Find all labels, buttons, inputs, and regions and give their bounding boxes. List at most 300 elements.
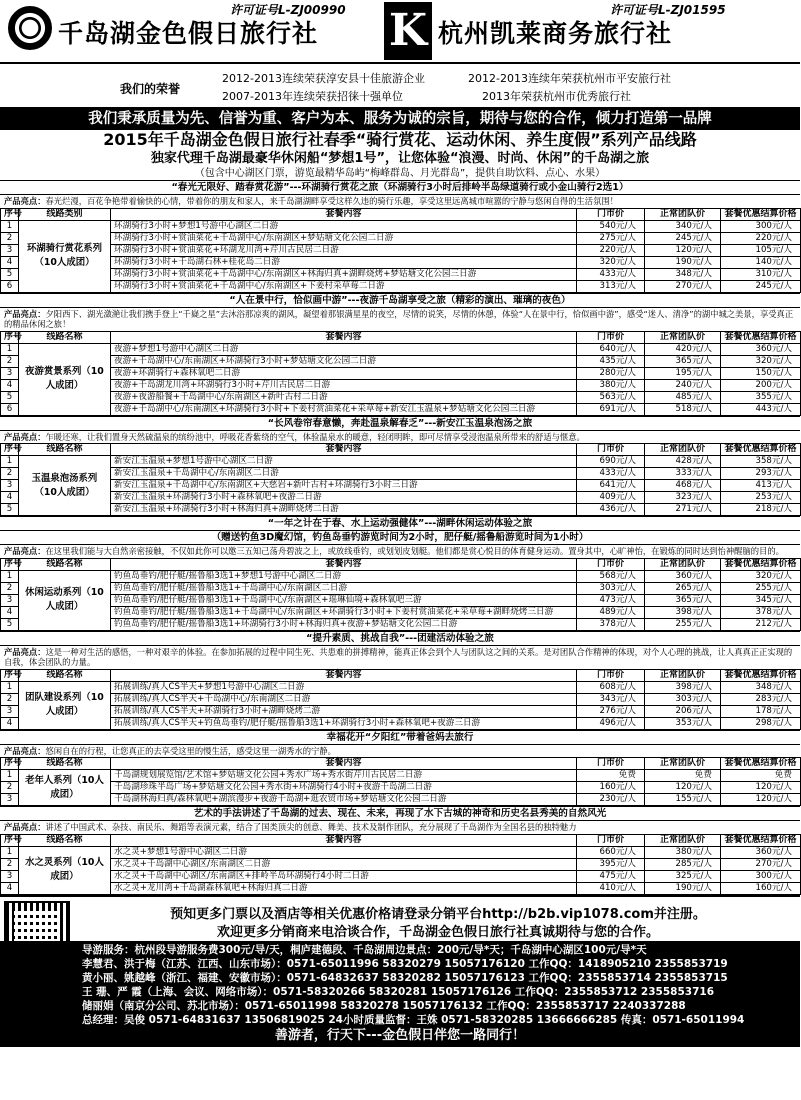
group-price: 518元/人 <box>645 403 721 415</box>
package-content: 钓鱼岛垂钓/肥仔艇/摇鲁船3选1+千岛湖中心/东南湖区+环湖骑行3小时+下姜村赏油菜花+采草莓+湖畔烧烤三日游 <box>111 606 577 618</box>
honor-item: 2013年荣获杭州市优秀旅行社 <box>482 90 631 103</box>
footer-line-1[interactable]: 预知更多门票以及酒店等相关优惠价格请登录分销平台http://b2b.vip1078.com并注册。 <box>170 906 706 922</box>
table-row <box>1 794 801 806</box>
col-group-price: 正常团队价 <box>645 758 721 770</box>
row-number: 5 <box>1 504 19 516</box>
table-row <box>1 468 801 480</box>
page-subtitle: 独家代理千岛湖最豪华休闲船“梦想1号”，让您体验“浪漫、时尚、休闲”的千岛湖之旅 <box>150 151 650 166</box>
package-content: 新安江玉温泉+环湖骑行3小时+林海归真+湖畔烧烤二日游 <box>111 504 577 516</box>
package-price: 300元/人 <box>721 870 801 882</box>
col-group-price: 正常团队价 <box>645 834 721 846</box>
group-price: 398元/人 <box>645 681 721 693</box>
honor-item: 2012-2013连续荣获淳安县十佳旅游企业 <box>222 72 425 85</box>
left-company-name: 千岛湖金色假日旅行社 <box>58 19 319 48</box>
col-package-price: 套餐优惠结算价格 <box>721 558 801 570</box>
group-price: 420元/人 <box>645 343 721 355</box>
gate-price: 691元/人 <box>577 403 645 415</box>
row-number: 5 <box>1 268 19 280</box>
col-category: 线路名称 <box>19 669 111 681</box>
package-content: 水之灵+千岛湖中心湖区/东南湖区+排岭半岛环湖骑行4小时二日游 <box>111 870 577 882</box>
package-content: 环湖骑行3小时+千岛湖石林+桂花岛二日游 <box>111 256 577 268</box>
row-number: 3 <box>1 480 19 492</box>
col-gate-price: 门市价 <box>577 834 645 846</box>
package-price: 298元/人 <box>721 717 801 729</box>
package-content: 水之灵+千岛湖中心湖区/东南湖区二日游 <box>111 858 577 870</box>
table-header <box>1 331 801 343</box>
package-content: 夜游+夜游船餐+千岛湖中心/东南湖区+新叶古村二日游 <box>111 391 577 403</box>
page-title: 2015年千岛湖金色假日旅行社春季“骑行赏花、运动休闲、养生度假”系列产品线路 <box>103 130 697 149</box>
col-content: 套餐内容 <box>111 208 577 220</box>
table-row <box>1 280 801 292</box>
gate-price: 378元/人 <box>577 618 645 630</box>
group-price: 155元/人 <box>645 794 721 806</box>
package-content: 水之灵+龙川湾+千岛湖森林氧吧+林海归真二日游 <box>111 882 577 894</box>
route-section <box>0 806 800 895</box>
table-header <box>1 558 801 570</box>
package-content: 环湖骑行3小时+赏油菜花+环湖龙川湾+芹川古民居二日游 <box>111 244 577 256</box>
package-price: 150元/人 <box>721 367 801 379</box>
package-price: 218元/人 <box>721 504 801 516</box>
gate-price: 276元/人 <box>577 705 645 717</box>
row-number: 2 <box>1 232 19 244</box>
route-table <box>0 669 801 730</box>
table-row <box>1 717 801 729</box>
highlight-label: 产品亮点： <box>4 308 46 319</box>
gate-price: 436元/人 <box>577 504 645 516</box>
package-price: 255元/人 <box>721 582 801 594</box>
row-number: 3 <box>1 367 19 379</box>
package-price: 120元/人 <box>721 794 801 806</box>
package-content: 夜游+千岛湖龙川湾+环湖骑行3小时+芹川古民居二日游 <box>111 379 577 391</box>
contact-line: 储丽娟（南京分公司、苏北市场）：0571-65011998 58320278 15057176132 工作QQ：2355853717 2240337288 <box>82 999 686 1012</box>
group-price: 348元/人 <box>645 268 721 280</box>
section-title: “长风卷帘春意懒，奔赴温泉解春乏”---新安江玉温泉泡汤之旅 <box>0 416 800 431</box>
highlight-text: 讲述了中国武术、杂技、南民乐、舞蹈等表演元素，结合了国类顶尖的创意、舞美、技术及制作团队，充分展现了千岛湖作为全国名县的独特魅力 <box>45 822 577 832</box>
row-number: 1 <box>1 681 19 693</box>
package-price: 413元/人 <box>721 480 801 492</box>
section-title: “人在景中行，恰似画中游”---夜游千岛湖享受之旅（精彩的演出、璀璃的夜色） <box>0 293 800 308</box>
section-highlight <box>0 195 800 208</box>
col-gate-price: 门市价 <box>577 669 645 681</box>
highlight-text: 乍暖还寒，让我们置身天然硫温泉的缤纷池中，呼吸花香紫绕的空气，体验温泉水的暖意，轻闭明眸，即可尽情享受浸泡温泉所带来的舒适与惬意。 <box>45 431 585 442</box>
table-row <box>1 403 801 415</box>
col-group-price: 正常团队价 <box>645 558 721 570</box>
route-category: 玉温泉泡汤系列（10人成团） <box>19 456 111 516</box>
row-number: 4 <box>1 256 19 268</box>
package-price: 355元/人 <box>721 391 801 403</box>
package-content: 新安江玉温泉+千岛湖中心/东南湖区二日游 <box>111 468 577 480</box>
row-number: 4 <box>1 882 19 894</box>
row-number: 5 <box>1 618 19 630</box>
highlight-text: 悠闲自在的行程，让您真正的去享受这里的慢生活，感受这里一湖秀水的宁静。 <box>45 745 336 756</box>
surprise-text: 更多惊喜等着你 <box>2 1070 72 1082</box>
package-price: 270元/人 <box>721 858 801 870</box>
group-price: 353元/人 <box>645 717 721 729</box>
table-row <box>1 492 801 504</box>
table-row <box>1 268 801 280</box>
row-number: 4 <box>1 717 19 729</box>
col-group-price: 正常团队价 <box>645 331 721 343</box>
package-content: 环湖骑行3小时+赏油菜花+千岛湖中心/东南湖区+下姜村采草莓二日游 <box>111 280 577 292</box>
section-title: “春光无限好、踏春赏花游”---环湖骑行赏花之旅（环湖骑行3小时后排岭半岛绿道骑行或小金山骑行2选1） <box>0 180 800 195</box>
package-price: 200元/人 <box>721 379 801 391</box>
package-price: 360元/人 <box>721 846 801 858</box>
table-row <box>1 705 801 717</box>
package-content: 千岛湖珍珠半岛广场+梦姑塘文化公园+秀水街+环湖骑行4小时+夜游千岛湖二日游 <box>111 782 577 794</box>
col-package-price: 套餐优惠结算价格 <box>721 669 801 681</box>
highlight-label: 产品亮点： <box>4 431 46 442</box>
row-number: 4 <box>1 492 19 504</box>
qr-caption: 扫一扫我们的官方微信 <box>2 1055 82 1065</box>
section-highlight <box>0 308 800 331</box>
row-number: 2 <box>1 582 19 594</box>
contact-line: 总经理：吴俊 0571-64831637 13506819025 24小时质量监督：王姝 0571-58320285 13666666285 传真：0571-65011994 <box>82 1013 745 1026</box>
package-content: 拓展训练/真人CS半天+梦想1号游中心湖区二日游 <box>111 681 577 693</box>
group-price: 265元/人 <box>645 582 721 594</box>
row-number: 2 <box>1 782 19 794</box>
gate-price: 280元/人 <box>577 367 645 379</box>
section-highlight <box>0 431 800 444</box>
gate-price: 320元/人 <box>577 256 645 268</box>
gate-price: 660元/人 <box>577 846 645 858</box>
group-price: 195元/人 <box>645 367 721 379</box>
table-row <box>1 618 801 630</box>
contact-line: 李慧君、洪于梅（江苏、江西、山东市场）：0571-65011996 58320279 15057176120 工作QQ：1418905210 2355853719 <box>82 957 728 970</box>
row-number: 1 <box>1 343 19 355</box>
package-price: 178元/人 <box>721 705 801 717</box>
col-group-price: 正常团队价 <box>645 444 721 456</box>
route-table <box>0 834 801 895</box>
package-content: 钓鱼岛垂钓/肥仔艇/摇鲁船3选1+环湖骑行3小时+林海归真+夜游+梦姑塘文化公园二日游 <box>111 618 577 630</box>
col-seq: 序号 <box>1 208 19 220</box>
honor-item: 2007-2013年连续荣获招徕十强单位 <box>222 90 403 103</box>
group-price: 333元/人 <box>645 468 721 480</box>
group-price: 360元/人 <box>645 570 721 582</box>
honors <box>0 64 800 108</box>
package-price: 245元/人 <box>721 280 801 292</box>
highlight-label: 产品亮点： <box>4 196 46 206</box>
group-price: 271元/人 <box>645 504 721 516</box>
package-content: 钓鱼岛垂钓/肥仔艇/摇鲁船3选1+千岛湖中心/东南湖区二日游 <box>111 582 577 594</box>
route-section <box>0 516 800 631</box>
section-highlight <box>0 545 800 558</box>
package-content: 水之灵+梦想1号游中心湖区二日游 <box>111 846 577 858</box>
row-number: 2 <box>1 355 19 367</box>
section-highlight <box>0 745 800 758</box>
gate-price: 568元/人 <box>577 570 645 582</box>
col-package-price: 套餐优惠结算价格 <box>721 758 801 770</box>
package-price: 293元/人 <box>721 468 801 480</box>
col-category: 线路名称 <box>19 331 111 343</box>
group-price: 120元/人 <box>645 244 721 256</box>
group-price: 365元/人 <box>645 355 721 367</box>
gate-price: 免费 <box>577 770 645 782</box>
row-number: 6 <box>1 403 19 415</box>
footer-slogan: 善游者，行天下---金色假日伴您一路同行！ <box>274 1027 526 1043</box>
col-content: 套餐内容 <box>111 669 577 681</box>
package-price: 300元/人 <box>721 220 801 232</box>
route-category: 老年人系列（10人成团） <box>19 770 111 806</box>
group-price: 120元/人 <box>645 782 721 794</box>
route-section <box>0 631 800 730</box>
group-price: 323元/人 <box>645 492 721 504</box>
package-content: 夜游+千岛湖中心/东南湖区+环湖骑行3小时+下姜村赏油菜花+采草莓+新安江玉温泉+梦姑塘文化公园三日游 <box>111 403 577 415</box>
honors-label: 我们的荣誉 <box>120 82 181 96</box>
package-price: 348元/人 <box>721 681 801 693</box>
row-number: 1 <box>1 220 19 232</box>
group-price: 206元/人 <box>645 705 721 717</box>
table-row <box>1 846 801 858</box>
group-price: 285元/人 <box>645 858 721 870</box>
col-gate-price: 门市价 <box>577 558 645 570</box>
section-subtitle: （赠送钓鱼3D魔幻馆，钓鱼岛垂钓游览时间为2小时，肥仔艇/摇鲁船游览时间为1小时） <box>0 531 800 545</box>
group-price: 380元/人 <box>645 846 721 858</box>
gate-price: 640元/人 <box>577 343 645 355</box>
package-price: 140元/人 <box>721 256 801 268</box>
table-row <box>1 782 801 794</box>
table-row <box>1 480 801 492</box>
row-number: 1 <box>1 846 19 858</box>
route-category: 夜游赏景系列（10人成团） <box>19 343 111 415</box>
package-price: 358元/人 <box>721 456 801 468</box>
table-row <box>1 504 801 516</box>
route-category: 环湖骑行赏花系列（10人成团） <box>19 220 111 292</box>
col-content: 套餐内容 <box>111 331 577 343</box>
col-content: 套餐内容 <box>111 444 577 456</box>
row-number: 5 <box>1 391 19 403</box>
right-license: 许可证号L-ZJ01595 <box>610 3 726 17</box>
package-content: 千岛湖林海归真/森林氧吧+湖滨漫步+夜游千岛湖+逛农贸市场+梦姑塘文化公园二日游 <box>111 794 577 806</box>
left-license: 许可证号L-ZJ00990 <box>230 3 346 17</box>
gate-price: 563元/人 <box>577 391 645 403</box>
package-content: 夜游+梦想1号游中心湖区二日游 <box>111 343 577 355</box>
gate-price: 275元/人 <box>577 232 645 244</box>
gate-price: 380元/人 <box>577 379 645 391</box>
gate-price: 230元/人 <box>577 794 645 806</box>
package-content: 拓展训练/真人CS半天+钓鱼岛垂钓/肥仔艇/摇鲁船3选1+环湖骑行3小时+森林氧吧+夜游三日游 <box>111 717 577 729</box>
package-price: 443元/人 <box>721 403 801 415</box>
section-highlight <box>0 821 800 834</box>
row-number: 1 <box>1 570 19 582</box>
highlight-text: 在这里我们能与大自然亲密接触，不仅如此你可以邀三五知己荡舟碧波之上，或放线垂钓，或划划皮划艇。他们都是赏心悦目的体育健身运动。置身其中，心旷神怡，在锻炼的同时达到怡神醒脑的目的。 <box>45 546 784 556</box>
row-number: 2 <box>1 468 19 480</box>
table-row <box>1 882 801 894</box>
group-price: 240元/人 <box>645 379 721 391</box>
package-price: 378元/人 <box>721 606 801 618</box>
package-content: 环湖骑行3小时+梦想1号游中心湖区二日游 <box>111 220 577 232</box>
col-category: 线路类别 <box>19 208 111 220</box>
group-price: 190元/人 <box>645 256 721 268</box>
package-price: 253元/人 <box>721 492 801 504</box>
table-row <box>1 681 801 693</box>
col-seq: 序号 <box>1 834 19 846</box>
group-price: 190元/人 <box>645 882 721 894</box>
package-price: 310元/人 <box>721 268 801 280</box>
row-number: 3 <box>1 870 19 882</box>
route-table <box>0 757 801 806</box>
gate-price: 475元/人 <box>577 870 645 882</box>
group-price: 325元/人 <box>645 870 721 882</box>
highlight-label: 产品亮点： <box>4 646 46 657</box>
table-header <box>1 834 801 846</box>
table-row <box>1 379 801 391</box>
row-number: 1 <box>1 456 19 468</box>
route-category: 团队建设系列（10人成团） <box>19 681 111 729</box>
group-price: 245元/人 <box>645 232 721 244</box>
table-row <box>1 858 801 870</box>
route-table <box>0 558 801 631</box>
gate-price: 608元/人 <box>577 681 645 693</box>
package-price: 120元/人 <box>721 782 801 794</box>
row-number: 1 <box>1 770 19 782</box>
gate-price: 343元/人 <box>577 693 645 705</box>
group-price: 303元/人 <box>645 693 721 705</box>
col-seq: 序号 <box>1 444 19 456</box>
group-price: 270元/人 <box>645 280 721 292</box>
gate-price: 303元/人 <box>577 582 645 594</box>
right-company-name: 杭州凯莱商务旅行社 <box>438 19 673 48</box>
col-category: 线路名称 <box>19 558 111 570</box>
gate-price: 690元/人 <box>577 456 645 468</box>
gate-price: 433元/人 <box>577 468 645 480</box>
col-seq: 序号 <box>1 558 19 570</box>
table-row <box>1 456 801 468</box>
row-number: 3 <box>1 244 19 256</box>
col-category: 线路名称 <box>19 758 111 770</box>
page-subtitle-note: （包含中心湖区门票，游览最精华岛屿“梅峰群岛、月光群岛”，提供自助饮料、点心、水果） <box>194 168 606 179</box>
group-price: 340元/人 <box>645 220 721 232</box>
honor-item: 2012-2013连续年荣获杭州市平安旅行社 <box>468 72 671 85</box>
highlight-label: 产品亮点： <box>4 546 46 556</box>
col-content: 套餐内容 <box>111 758 577 770</box>
slogan-banner: 我们秉承质量为先、信誉为重、客户为本、服务为诚的宗旨，期待与您的合作，倾力打造第一品牌 <box>0 108 800 130</box>
k-logo: K <box>384 2 432 60</box>
header <box>0 0 800 64</box>
route-section <box>0 730 800 807</box>
col-seq: 序号 <box>1 669 19 681</box>
group-price: 255元/人 <box>645 618 721 630</box>
highlight-text: 这是一种对生活的感悟，一种对艰辛的体验。在参加拓展的过程中同生死、共患难的拼搏精神，能真正体会到个人与团队这之间的关系。是对团队合作精神的体现，对个人心理的挑战，让人真真正正实现的自我，体会团队的力量。 <box>4 646 793 667</box>
col-category: 线路名称 <box>19 444 111 456</box>
route-category: 休闲运动系列（10人成团） <box>19 570 111 630</box>
gate-price: 435元/人 <box>577 355 645 367</box>
package-price: 320元/人 <box>721 355 801 367</box>
route-section <box>0 293 800 416</box>
group-price: 428元/人 <box>645 456 721 468</box>
row-number: 2 <box>1 693 19 705</box>
group-price: 365元/人 <box>645 594 721 606</box>
col-seq: 序号 <box>1 758 19 770</box>
section-title: “一年之计在于春、水上运动强健体”---湖畔休闲运动体验之旅 <box>0 516 800 531</box>
table-row <box>1 693 801 705</box>
col-category: 线路名称 <box>19 834 111 846</box>
table-row <box>1 606 801 618</box>
col-package-price: 套餐优惠结算价格 <box>721 444 801 456</box>
route-section <box>0 416 800 517</box>
section-title: “提升素质、挑战自我”---团建活动体验之旅 <box>0 631 800 646</box>
left-company-logo <box>8 6 52 50</box>
table-row <box>1 582 801 594</box>
table-header <box>1 444 801 456</box>
row-number: 4 <box>1 379 19 391</box>
gate-price: 496元/人 <box>577 717 645 729</box>
col-group-price: 正常团队价 <box>645 208 721 220</box>
gate-price: 540元/人 <box>577 220 645 232</box>
col-gate-price: 门市价 <box>577 758 645 770</box>
col-gate-price: 门市价 <box>577 331 645 343</box>
footer-line-2: 欢迎更多分销商来电洽谈合作，千岛湖金色假日旅行社真诚期待与您的合作。 <box>216 924 659 940</box>
row-number: 3 <box>1 594 19 606</box>
section-title: 幸福花开“夕阳红”带着爸妈去旅行 <box>0 730 800 745</box>
gate-price: 473元/人 <box>577 594 645 606</box>
col-package-price: 套餐优惠结算价格 <box>721 208 801 220</box>
row-number: 3 <box>1 705 19 717</box>
gate-price: 220元/人 <box>577 244 645 256</box>
col-seq: 序号 <box>1 331 19 343</box>
guide-service: 导游服务：杭州段导游服务费300元/导/天，桐庐建德段、千岛湖周边景点：200元/导*天；千岛湖中心湖区100元/导*天 <box>82 943 647 956</box>
group-price: 468元/人 <box>645 480 721 492</box>
package-price: 免费 <box>721 770 801 782</box>
gate-price: 409元/人 <box>577 492 645 504</box>
package-content: 拓展训练/真人CS半天+千岛湖中心/东南湖区二日游 <box>111 693 577 705</box>
package-price: 105元/人 <box>721 244 801 256</box>
package-content: 千岛湖规划展览馆/艺术馆+梦姑塘文化公园+秀水广场+秀水街芹川古民居二日游 <box>111 770 577 782</box>
route-section <box>0 180 800 293</box>
table-row <box>1 343 801 355</box>
table-row <box>1 220 801 232</box>
row-number: 2 <box>1 858 19 870</box>
package-content: 环湖骑行3小时+赏油菜花+千岛湖中心/东南湖区+梦姑塘文化公园二日游 <box>111 232 577 244</box>
table-header <box>1 669 801 681</box>
highlight-text: 夕阳西下、湖光潋滟让我们携手登上“千嶷之星”去沐浴那凉爽的湖风，凝望着那银满星星的夜空，尽情的说笑，尽情的休憩，体验“人在景中行，恰似画中游”，感受“迷人、清净”的湖中城之美景，享受真正的精品休闲之旅！ <box>4 308 794 329</box>
table-row <box>1 355 801 367</box>
table-row <box>1 770 801 782</box>
table-header <box>1 758 801 770</box>
col-gate-price: 门市价 <box>577 444 645 456</box>
route-sections <box>0 180 800 895</box>
package-content: 环湖骑行3小时+赏油菜花+千岛湖中心/东南湖区+林海归真+湖畔烧烤+梦姑塘文化公园三日游 <box>111 268 577 280</box>
section-highlight <box>0 646 800 669</box>
col-package-price: 套餐优惠结算价格 <box>721 834 801 846</box>
row-number: 6 <box>1 280 19 292</box>
gate-price: 489元/人 <box>577 606 645 618</box>
table-row <box>1 244 801 256</box>
package-price: 360元/人 <box>721 343 801 355</box>
package-content: 新安江玉温泉+千岛湖中心/东南湖区+大慈岩+新叶古村+环湖骑行3小时三日游 <box>111 480 577 492</box>
package-content: 钓鱼岛垂钓/肥仔艇/摇鲁船3选1+梦想1号游中心湖区二日游 <box>111 570 577 582</box>
col-group-price: 正常团队价 <box>645 669 721 681</box>
contact-line: 黄小丽、姚越峰（浙江、福建、安徽市场）：0571-64832637 58320282 15057176123 工作QQ：2355853714 2355853715 <box>82 971 728 984</box>
highlight-text: 春光烂漫，百花争艳带着愉快的心情，带着你的朋友和家人，来千岛湖湖畔享受这样久违的骑行乐趣，享受这里远离城市喧嚣的宁静与悠闲自得的生活氛围！ <box>45 196 618 206</box>
package-price: 345元/人 <box>721 594 801 606</box>
highlight-label: 产品亮点： <box>4 822 46 832</box>
row-number: 4 <box>1 606 19 618</box>
contact-line: 王 珊、严 霞（上海、会议、网络市场）：0571-58320266 58320281 15057176126 工作QQ：2355853712 2355853716 <box>82 985 714 998</box>
group-price: 398元/人 <box>645 606 721 618</box>
route-category: 水之灵系列（10人成团） <box>19 846 111 894</box>
group-price: 免费 <box>645 770 721 782</box>
table-row <box>1 870 801 882</box>
gate-price: 641元/人 <box>577 480 645 492</box>
highlight-label: 产品亮点： <box>4 745 46 756</box>
gate-price: 410元/人 <box>577 882 645 894</box>
package-content: 夜游+千岛湖中心/东南湖区+环湖骑行3小时+梦姑塘文化公园二日游 <box>111 355 577 367</box>
contact-block <box>0 941 800 1047</box>
col-content: 套餐内容 <box>111 558 577 570</box>
package-content: 钓鱼岛垂钓/肥仔艇/摇鲁船3选1+千岛湖中心/东南湖区+瑶琳仙境+森林氧吧三游 <box>111 594 577 606</box>
route-table <box>0 208 801 293</box>
route-table <box>0 331 801 416</box>
